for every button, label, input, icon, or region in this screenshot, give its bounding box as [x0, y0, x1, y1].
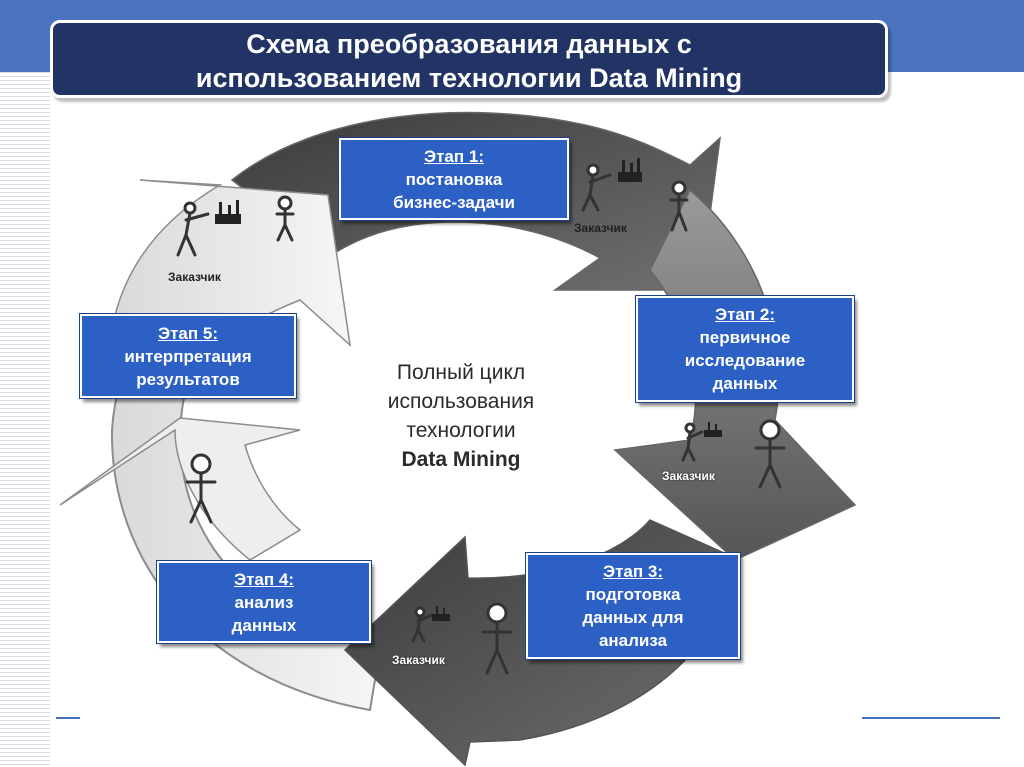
stage-4-title: Этап 4:: [234, 569, 294, 589]
stage-1-box: [339, 138, 569, 220]
stage-5-box: [80, 314, 296, 398]
stage-5-title: Этап 5:: [158, 323, 218, 343]
center-line-1: Полный цикл: [396, 361, 526, 384]
slide-title-line2: использованием технологии Data Mining: [195, 63, 743, 93]
stage-2-text-2: исследование: [684, 351, 806, 370]
cycle-center-label: [362, 358, 560, 474]
stage-4-text-1: анализ: [234, 592, 294, 612]
stage-3-text-1: подготовка: [585, 585, 681, 604]
stage-4-text-2: данных: [231, 615, 297, 635]
stage-3-text-3: анализа: [598, 631, 668, 650]
stage-3-text-2: данных для: [582, 608, 684, 627]
customer-label: Заказчик: [168, 270, 221, 284]
slide-title: [50, 20, 888, 98]
stage-4-box: [157, 561, 371, 643]
stage-1-title: Этап 1:: [424, 146, 484, 166]
stage-2-text-1: первичное: [699, 328, 791, 347]
stage-2-text-3: данных: [712, 374, 778, 393]
stage-5-text-1: интерпретация: [124, 346, 252, 366]
customer-label: Заказчик: [392, 653, 445, 667]
center-line-4: Data Mining: [401, 448, 521, 471]
stage-3-box: [526, 553, 740, 659]
left-stripe: [0, 72, 50, 767]
center-line-2: использования: [387, 390, 535, 413]
center-line-3: технологии: [406, 419, 516, 442]
stage-3-title: Этап 3:: [603, 562, 663, 581]
customer-label: Заказчик: [574, 221, 627, 235]
stage-1-text-2: бизнес-задачи: [393, 192, 515, 212]
stage-2-box: [636, 296, 854, 402]
stage-5-text-2: результатов: [136, 369, 240, 389]
stage-1-text-1: постановка: [405, 169, 503, 189]
slide-title-line1: Схема преобразования данных с: [246, 29, 692, 59]
stage-2-title: Этап 2:: [715, 305, 775, 324]
customer-label: Заказчик: [662, 469, 715, 483]
